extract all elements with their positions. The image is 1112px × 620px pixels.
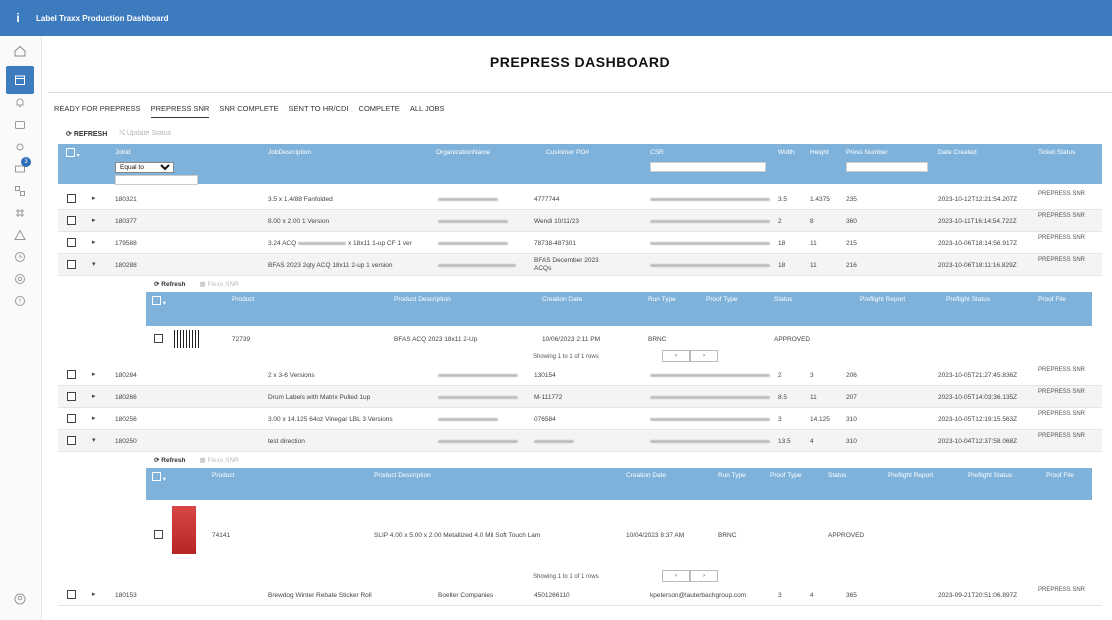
table-row[interactable] <box>58 232 1102 254</box>
date-created: 2023-10-12T12:21:54.207Z <box>938 196 1018 203</box>
table-row[interactable] <box>58 584 1102 606</box>
redacted-desc <box>298 242 346 245</box>
tab-prepress-snr[interactable]: PREPRESS SNR <box>151 104 210 118</box>
warning-icon[interactable] <box>11 226 29 244</box>
refresh-icon: ⟳ <box>66 131 74 138</box>
height: 14.125 <box>810 416 830 423</box>
table-row[interactable] <box>58 188 1102 210</box>
csr-email: kpeterson@lauterbachgroup.com <box>650 592 747 599</box>
job-description-rest: x 18x11 1-up CF 1 ver <box>348 240 412 247</box>
calendar-icon[interactable] <box>11 71 29 89</box>
expand-icon[interactable]: ▸ <box>92 591 96 598</box>
svg-text:?: ? <box>18 298 22 306</box>
sub-col-description[interactable]: Product Description <box>374 472 431 479</box>
subtable-row[interactable] <box>146 326 1092 354</box>
date-created: 2023-10-05T21:27:45.836Z <box>938 372 1018 379</box>
product-description: BFAS ACQ 2023 18x11 2-Up <box>394 336 478 343</box>
csr-filter-input[interactable] <box>650 162 766 172</box>
sub-col-creation-date[interactable]: Creation Date <box>626 472 667 479</box>
row-checkbox[interactable] <box>67 370 76 379</box>
product-description: SLIP 4.00 x 5.00 x 2.00 Metallized 4.0 Mil Soft Touch Lam <box>374 532 541 539</box>
col-press-number[interactable]: Press Number <box>846 149 888 156</box>
customer-po: M-111772 <box>534 394 563 401</box>
bell-icon[interactable] <box>11 94 29 112</box>
col-jobid[interactable]: Jobid <box>115 149 131 156</box>
page-title: PREPRESS DASHBOARD <box>489 54 671 70</box>
subtable-header <box>146 468 1092 500</box>
press-number: 360 <box>846 218 857 225</box>
row-checkbox[interactable] <box>67 414 76 423</box>
press-number: 206 <box>846 372 857 379</box>
redacted-csr <box>650 396 770 399</box>
next-page-button[interactable]: › <box>690 570 718 582</box>
width: 3.5 <box>778 196 788 203</box>
col-date-created[interactable]: Date Created <box>938 149 977 156</box>
redacted-org <box>438 396 518 399</box>
date-created: 2023-10-06T18:11:16.829Z <box>938 262 1017 269</box>
height: 1.4375 <box>810 196 830 203</box>
row-checkbox[interactable] <box>67 392 76 401</box>
redacted-csr <box>650 264 770 267</box>
width: 13.5 <box>778 438 791 445</box>
sub-col-preflight-report[interactable]: Preflight Report <box>860 296 906 303</box>
press-number: 310 <box>846 416 857 423</box>
height: 11 <box>810 262 817 269</box>
user-icon[interactable] <box>11 590 29 608</box>
job-description: test direction <box>268 438 305 445</box>
height: 4 <box>810 438 814 445</box>
customer-po: BFAS December 2023 ACQs <box>534 257 599 272</box>
organization-name: Boelter Companies <box>438 592 494 599</box>
date-created: 2023-10-06T18:14:56.917Z <box>938 240 1018 247</box>
date-created: 2023-10-11T16:14:54.722Z <box>938 218 1017 225</box>
subtable-toolbar <box>154 280 239 288</box>
sidebar <box>0 36 42 620</box>
ticket-status: PREPRESS SNR <box>1038 433 1086 439</box>
tab-snr-complete[interactable]: SNR COMPLETE <box>219 104 279 113</box>
job-description: 3.24 ACQ <box>268 240 297 247</box>
collapse-icon[interactable]: ▾ <box>92 261 96 268</box>
redacted-csr <box>650 242 770 245</box>
height: 11 <box>810 240 817 247</box>
sub-select-all-checkbox[interactable]: ▾ <box>152 472 166 483</box>
job-id: 180321 <box>115 196 137 203</box>
product-id: 72739 <box>232 336 251 343</box>
update-status-label: Update Status <box>126 130 172 137</box>
flexo-snr-label: Flexo SNR <box>207 281 239 288</box>
width: 18 <box>778 262 786 269</box>
width: 3 <box>778 592 782 599</box>
sub-col-run-type[interactable]: Run Type <box>718 472 746 479</box>
sub-col-product[interactable]: Product <box>212 472 235 479</box>
sub-row-checkbox[interactable] <box>154 530 163 539</box>
customer-po: 78738-487301 <box>534 240 576 247</box>
sub-refresh-label: Refresh <box>161 457 186 464</box>
height: 4 <box>810 592 814 599</box>
table-row[interactable] <box>58 210 1102 232</box>
next-page-button[interactable]: › <box>690 350 718 362</box>
prev-page-button[interactable]: ‹ <box>662 350 690 362</box>
help-icon[interactable] <box>11 292 29 310</box>
menu-icon[interactable]: i <box>16 11 20 25</box>
sub-col-preflight-status[interactable]: Preflight Status <box>946 296 991 303</box>
creation-date: 10/04/2023 8:37 AM <box>626 532 685 539</box>
expand-icon[interactable]: ▸ <box>92 415 96 422</box>
ticket-status: PREPRESS SNR <box>1038 389 1086 395</box>
product-id: 74141 <box>212 532 231 539</box>
redacted-org <box>438 264 516 267</box>
pagination-info: Showing 1 to 1 of 1 rows <box>533 574 599 580</box>
app-title: Label Traxx Production Dashboard <box>36 13 169 23</box>
redacted-org <box>438 198 498 201</box>
job-description: Brewdog Winter Rebate Sticker Roll <box>268 592 372 599</box>
ticket-status: PREPRESS SNR <box>1038 257 1086 263</box>
redacted-csr <box>650 220 770 223</box>
flexo-snr-button[interactable]: ▦ Flexo SNR <box>199 281 239 288</box>
refresh-label: REFRESH <box>73 131 108 138</box>
update-icon: ⤭ <box>119 130 127 137</box>
update-status-button[interactable] <box>119 130 171 138</box>
table-row[interactable] <box>58 408 1102 430</box>
width: 3 <box>778 416 782 423</box>
settings-icon[interactable] <box>11 270 29 288</box>
creation-date: 10/06/2023 2:11 PM <box>542 336 601 343</box>
ticket-status: PREPRESS SNR <box>1038 235 1086 241</box>
product-thumbnail <box>172 506 196 554</box>
run-type: BRNC <box>718 532 737 539</box>
proof-status: APPROVED <box>774 336 811 343</box>
collapse-icon[interactable]: ▾ <box>92 437 96 444</box>
subtable-header <box>146 292 1092 326</box>
row-checkbox[interactable] <box>67 436 76 445</box>
job-description: 3.00 x 14.125 64oz Vinegar LBL 3 Versions <box>268 416 393 423</box>
run-type: BRNC <box>648 336 667 343</box>
redacted-org <box>438 418 498 421</box>
press-number: 215 <box>846 240 857 247</box>
date-created: 2023-10-05T14:03:36.135Z <box>938 394 1018 401</box>
redacted-csr <box>650 418 770 421</box>
sub-col-preflight-report[interactable]: Preflight Report <box>888 472 934 479</box>
ticket-status: PREPRESS SNR <box>1038 213 1086 219</box>
sub-col-description[interactable]: Product Description <box>394 296 451 303</box>
job-id: 180266 <box>115 394 137 401</box>
app-header <box>0 0 1112 36</box>
customer-po: 4777744 <box>534 196 560 203</box>
expand-icon[interactable]: ▸ <box>92 217 96 224</box>
job-description: Drum Labels with Matrix Pulled 1up <box>268 394 371 401</box>
width: 8.5 <box>778 394 788 401</box>
tab-complete[interactable]: COMPLETE <box>358 104 400 113</box>
date-created: 2023-10-04T12:37:58.068Z <box>938 438 1018 445</box>
job-id: 180288 <box>115 262 137 269</box>
sub-col-product[interactable]: Product <box>232 296 255 303</box>
divider <box>48 92 1112 93</box>
sub-col-proof-type[interactable]: Proof Type <box>706 296 738 303</box>
tab-ready-for-prepress[interactable]: READY FOR PREPRESS <box>54 104 141 113</box>
row-checkbox[interactable] <box>67 590 76 599</box>
sub-col-creation-date[interactable]: Creation Date <box>542 296 583 303</box>
customer-po: Wendi 10/11/23 <box>534 218 579 225</box>
job-description: 8.00 x 2.00 1 Version <box>268 218 330 225</box>
press-number: 216 <box>846 262 857 269</box>
clock-icon[interactable] <box>11 248 29 266</box>
table-row[interactable] <box>58 364 1102 386</box>
height: 3 <box>810 372 814 379</box>
expand-icon[interactable]: ▸ <box>92 195 96 202</box>
sub-refresh-button[interactable]: ⟳ Refresh <box>154 281 186 288</box>
gear-small-icon[interactable] <box>11 138 29 156</box>
width: 2 <box>778 372 782 379</box>
product-thumbnail <box>174 330 200 348</box>
redacted-po <box>534 440 574 443</box>
table-row[interactable] <box>58 386 1102 408</box>
sub-col-proof-type[interactable]: Proof Type <box>770 472 802 479</box>
row-checkbox[interactable] <box>67 194 76 203</box>
home-icon[interactable] <box>11 42 29 60</box>
redacted-csr <box>650 374 770 377</box>
redacted-org <box>438 374 518 377</box>
jobid-filter-input[interactable] <box>115 175 198 185</box>
flexo-snr-button[interactable]: ▦ Flexo SNR <box>199 457 239 464</box>
job-description: BFAS 2023 2qty ACQ 18x11 2-up 1 version <box>268 262 393 269</box>
expand-icon[interactable]: ▸ <box>92 239 96 246</box>
job-id: 180284 <box>115 372 137 379</box>
col-height[interactable]: Height <box>810 149 829 156</box>
row-checkbox[interactable] <box>67 260 76 269</box>
press-number: 207 <box>846 394 857 401</box>
table-row[interactable] <box>58 254 1102 276</box>
job-id: 180377 <box>115 218 137 225</box>
sub-col-proof-file[interactable]: Proof File <box>1038 296 1066 303</box>
redacted-csr <box>650 198 770 201</box>
press-number: 235 <box>846 196 857 203</box>
subtable-toolbar <box>154 456 239 464</box>
col-ticket-status[interactable]: Ticket Status <box>1038 149 1076 156</box>
ticket-status: PREPRESS SNR <box>1038 587 1086 593</box>
press-number: 310 <box>846 438 857 445</box>
proof-status: APPROVED <box>828 532 865 539</box>
date-created: 2023-10-05T12:19:15.563Z <box>938 416 1018 423</box>
col-width[interactable]: Width <box>778 149 795 156</box>
customer-po: 130154 <box>534 372 556 379</box>
job-description: 3.5 x 1.4/88 Fanfolded <box>268 196 333 203</box>
notification-badge: 3 <box>21 157 31 167</box>
toolbar <box>66 130 171 138</box>
flexo-snr-label: Flexo SNR <box>207 457 239 464</box>
width: 2 <box>778 218 782 225</box>
tab-all-jobs[interactable]: ALL JOBS <box>409 104 445 113</box>
sub-col-preflight-status[interactable]: Preflight Status <box>968 472 1013 479</box>
tab-sent-to-hr-cdi[interactable]: SENT TO HR/CDI <box>288 104 349 113</box>
sub-col-proof-file[interactable]: Proof File <box>1046 472 1074 479</box>
redacted-org <box>438 220 508 223</box>
redacted-csr <box>650 440 770 443</box>
sub-refresh-label: Refresh <box>161 281 186 288</box>
ticket-status: PREPRESS SNR <box>1038 191 1086 197</box>
table-row[interactable] <box>58 430 1102 452</box>
select-all-checkbox[interactable]: ▾ <box>66 148 80 159</box>
customer-po: 4501266110 <box>534 592 570 599</box>
width: 18 <box>778 240 786 247</box>
expand-icon[interactable]: ▸ <box>92 393 96 400</box>
prev-page-button[interactable]: ‹ <box>662 570 690 582</box>
refresh-button[interactable] <box>66 130 107 138</box>
job-id: 180256 <box>115 416 137 423</box>
sub-col-status[interactable]: Status <box>774 296 793 303</box>
queue-icon[interactable] <box>11 160 29 178</box>
job-id: 180153 <box>115 592 137 599</box>
inbox-icon[interactable] <box>11 116 29 134</box>
ticket-status: PREPRESS SNR <box>1038 411 1086 417</box>
sub-row-checkbox[interactable] <box>154 334 163 343</box>
col-csr[interactable]: CSR <box>650 149 664 156</box>
job-id: 179588 <box>115 240 137 247</box>
col-organization-name[interactable]: OrganizationName <box>436 149 491 156</box>
pagination <box>662 350 718 362</box>
ticket-status: PREPRESS SNR <box>1038 367 1086 373</box>
redacted-org <box>438 440 518 443</box>
height: 8 <box>810 218 814 225</box>
job-description: 2 x 3-6 Versions <box>268 372 315 379</box>
row-checkbox[interactable] <box>67 238 76 247</box>
press-filter-input[interactable] <box>846 162 928 172</box>
col-customer-po[interactable]: Customer PO# <box>546 149 589 156</box>
pagination-info: Showing 1 to 1 of 1 rows <box>533 354 599 360</box>
expand-icon[interactable]: ▸ <box>92 371 96 378</box>
col-job-description[interactable]: JobDescription <box>268 149 311 156</box>
sub-col-run-type[interactable]: Run Type <box>648 296 676 303</box>
redacted-org <box>438 242 508 245</box>
date-created: 2023-09-21T20:51:06.897Z <box>938 592 1018 599</box>
main-content <box>48 36 1112 620</box>
workflow-icon[interactable] <box>11 182 29 200</box>
height: 11 <box>810 394 817 401</box>
row-checkbox[interactable] <box>67 216 76 225</box>
grid-icon[interactable] <box>11 204 29 222</box>
job-id: 180250 <box>115 438 137 445</box>
sub-col-status[interactable]: Status <box>828 472 847 479</box>
sub-select-all-checkbox[interactable]: ▾ <box>152 296 166 307</box>
subtable-row[interactable] <box>146 500 1092 564</box>
customer-po: 076584 <box>534 416 556 423</box>
pagination <box>662 570 718 582</box>
sub-refresh-button[interactable]: ⟳ Refresh <box>154 457 186 464</box>
tab-bar <box>54 104 445 118</box>
table-header <box>58 144 1102 184</box>
press-number: 365 <box>846 592 857 599</box>
jobid-filter-select[interactable] <box>115 162 174 173</box>
